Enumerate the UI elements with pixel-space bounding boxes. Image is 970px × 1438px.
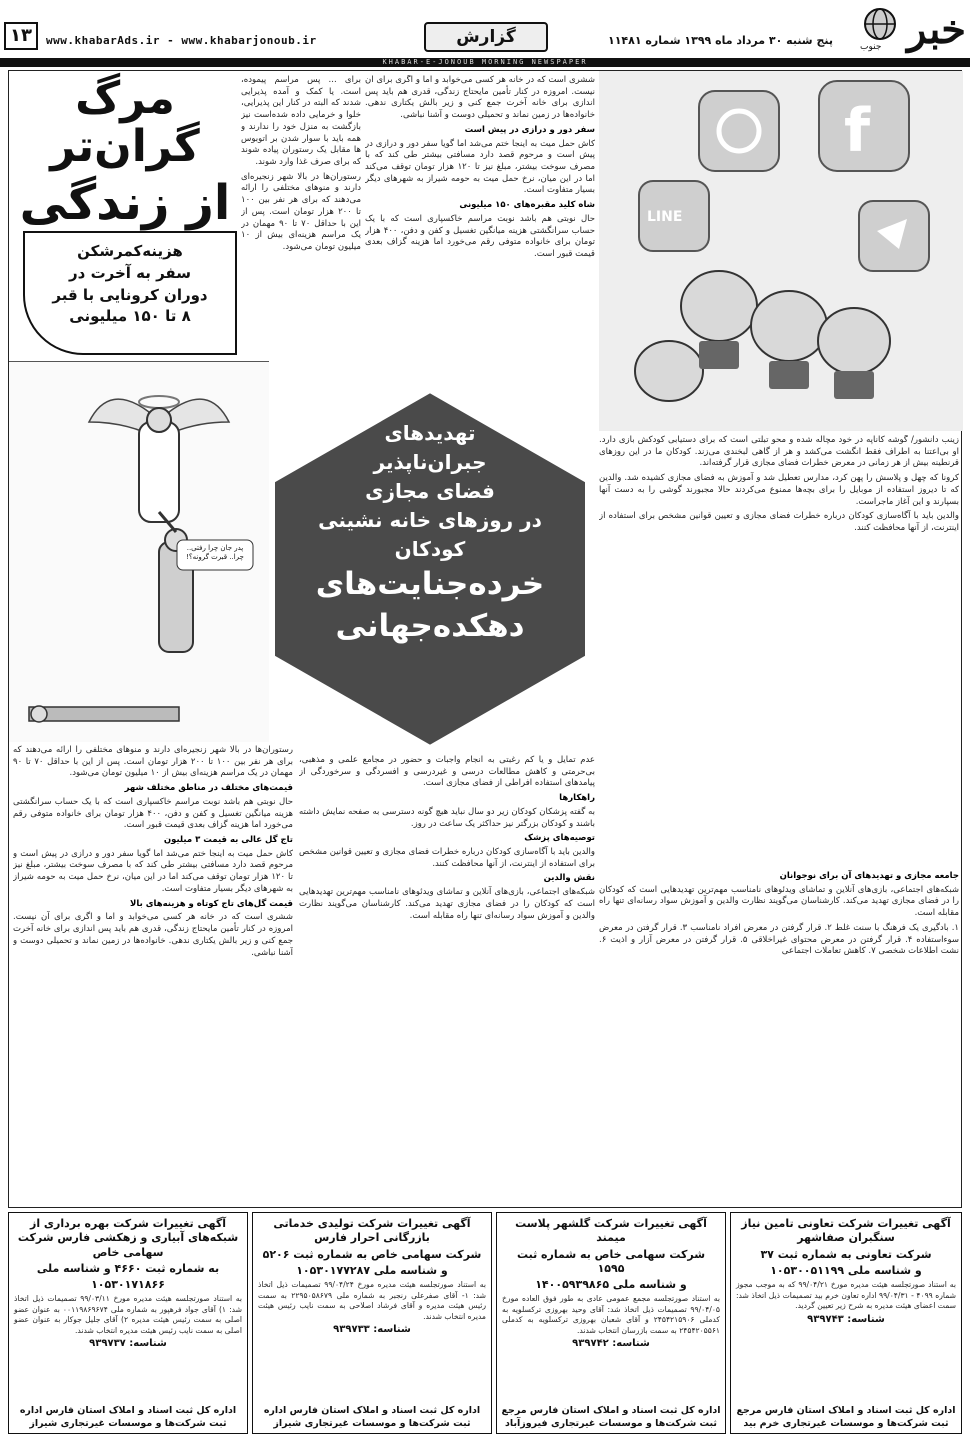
speech-bubble: پدر جان چرا رفتی.. چرا.. قبرت گرونه؟! — [186, 544, 244, 562]
hexagon-line: در روزهای خانه نشینی — [318, 508, 542, 532]
feature-hexagon — [271, 389, 589, 749]
ad-subtitle: به شماره ثبت ۴۶۶۰ و شناسه ملی — [36, 1261, 220, 1275]
ad-body: به استناد صورتجلسه هیئت مدیره مورخ ۹۹/۰۴/۲۱ که به موجب مجوز شماره ۴۰۹۹ - ۹۹/۰۴/۳۱ اداره تعاون خرم بید تصمیمات ذیل اتخاذ شد: سمت اعضای هیئت مدیره به شرح زیر تعیین گردید. — [736, 1280, 956, 1311]
hexagon-line: تهدیدهای — [384, 421, 476, 445]
page-header — [0, 0, 970, 66]
ad-footer: اداره کل ثبت اسناد و املاک استان فارس مرجع ثبت شرکت‌ها و موسسات غیرتجاری خرم بید — [736, 1405, 956, 1429]
funeral-cartoon — [9, 361, 269, 741]
ad-registration: و شناسه ملی ۱۰۵۳۰۰۵۱۱۹۹ — [770, 1263, 922, 1277]
headline-block — [9, 71, 239, 359]
hexagon-line: کودکان — [394, 537, 466, 561]
paragraph: کاش حمل میت به اینجا ختم می‌شد اما گویا سفر دور و درازی در پیش است و مرحوم قصد دارد مسافتی بیشتر طی کند که با مصرف سوخت بیشتر، مبلغ نیز تا ۱۲۰ هزار تومان توقف می‌کند اما در این میان، نرخ حمل میت به حومه شیراز به شهرهای دیگر بسیار متفاوت است. — [365, 138, 595, 196]
hexagon-big-line: دهکده‌جهانی — [335, 607, 525, 644]
ad-body: به استناد صورتجلسه هیئت مدیره مورخ ۹۹/۰۴/۲۴ تصمیمات ذیل اتخاذ شد: ۱- آقای صفرعلی رنجبر به شماره ملی ۲۲۹۵۰۵۸۶۷۹ به سمت رئیس هیئت مدیره و آقای فرشاد اصلاحی به سمت نایب رئیس هیئت مدیره انتخاب شدند. — [258, 1280, 486, 1321]
headline-sub-line: سفر به آخرت در — [69, 263, 191, 282]
facebook-icon: f — [844, 96, 871, 166]
paragraph: عدم تمایل و یا کم رغبتی به انجام واجبات و حضور در مجامع علمی و مذهبی، بی‌حرمتی و کاهش مطالعات درسی و غیردرسی و افسردگی و سرخوردگی از پیامدهای استفاده افراطی از فضای مجازی است. — [299, 755, 595, 789]
ads-row — [8, 1212, 962, 1434]
headline-title-2: از زندگی — [19, 175, 231, 231]
line-icon: LINE — [647, 209, 683, 225]
ad-box-4 — [8, 1212, 248, 1434]
subheading: قیمت گل‌های تاج کوتاه و هزینه‌های بالا — [130, 898, 293, 909]
paragraph: شبکه‌های اجتماعی، بازی‌های آنلاین و تماشای ویدئوهای نامناسب مهم‌ترین تهدیدهایی است که کودکان را در فضای مجازی تهدید می‌کند. کارشناسان می‌گویند نظارت والدین و آموزش سواد رسانه‌ای تنها راه مقابله است. — [599, 884, 959, 919]
ad-title: آگهی تغییرات شرکت گلشهر پلاست میمند — [515, 1217, 707, 1245]
subheading: تاج گل عالی به قیمت ۳ میلیون — [163, 835, 293, 846]
kids-cartoon — [599, 71, 963, 431]
subheading: قیمت‌های مختلف در مناطق مختلف شهر — [124, 783, 293, 794]
paragraph: ششری است که در خانه هر کسی می‌خوابد و اما و اگری برای آن نیست. امروزه در کنار تأمین مایحتاج زندگی، قدری هم باید پس اندازی برای خانه آخرت جمع کنی و زیر بالش یکتاری ندهی. خانواده‌ها در زمین نماند و تحمیلی دوست و آشنا نباشی. — [365, 75, 595, 121]
paragraph: برای ... پس مراسم پیموده، است. یا کمک و آمده پذیرایی شدند که البته در کنار این پذیرایی، خلوا و خرمایی داده شده‌است نیز بازگشت به منزل خود را ندارند و همه باید با سوار شدن بر اتوبوس ها مقابل یک رستوران پیاده شوند که برای صرف غذا وارد شوند. — [241, 75, 361, 168]
numbered-list: ۱. بادگیری یک فرهنگ با سنت غلط ۲. قرار گرفتن در معرض افراد نامناسب ۳. قرار گرفتن در معرض سوءاستفاده ۴. قرار گرفتن در معرض محتوای غیراخلاقی ۵. قرار گرفتن در معرض آزار و اذیت ۶. نشت اطلاعات شخصی ۷. کاهش تعاملات اجتماعی — [599, 922, 959, 957]
ad-subtitle: شرکت سهامی خاص به شماره ثبت ۱۵۹۵ — [516, 1247, 706, 1275]
paragraph: زینب دانشور/ گوشه کاناپه در خود مچاله شده و محو تبلتی است که برای دستیابی کودکش بازی دارد. او بی‌اعتنا به اطراف فقط انگشت می‌کشد و هر از گاهی لبخندی می‌زند. کودکان ما در این روزهای قرنطینه بیش از هر زمانی در معرض خطرات فضای مجازی قرار گرفته‌اند. — [599, 435, 959, 469]
ad-title: آگهی تغییرات شرکت تولیدی خدماتی بازرگانی احرار فارس — [273, 1217, 471, 1245]
logo-subtitle: جنوب — [860, 42, 882, 52]
ad-footer: اداره کل ثبت اسناد و املاک استان فارس اداره ثبت شرکت‌ها و موسسات غیرتجاری شیراز — [263, 1405, 481, 1429]
hexagon-title — [291, 419, 569, 648]
paragraph: کاش حمل میت به اینجا ختم می‌شد اما گویا سفر دور و درازی در پیش است و مرحوم قصد دارد مسافتی بیشتر طی کند که با مصرف سوخت بیشتر، مبلغ نیز تا ۱۲۰ هزار تومان توقف می‌کند اما در این میان، نرخ حمل میت به حومه شیراز به شهرهای دیگر بسیار متفاوت است. — [13, 848, 293, 894]
ad-title: آگهی تغییرات شرکت تعاونی تامین نیاز سنگبران صفاشهر — [741, 1217, 951, 1245]
logo-text: خبر — [907, 6, 966, 53]
ad-registration: ۱۰۵۳۰۱۷۱۸۶۶ — [91, 1278, 165, 1292]
headline-title-1: مرگ گران‌تر — [50, 73, 200, 173]
paragraph: ششری است که در خانه هر کسی می‌خوابد و اما و اگری برای آن نیست. امروزه در کنار تأمین مایحتاج زندگی، قدری هم باید پس اندازی برای خانه آخرت جمع کنی و زیر بالش یکتاری ندهی. خانواده‌ها در زمین نماند و تحمیلی دوست و آشنا نباشی. — [13, 912, 293, 958]
ad-footer: اداره کل ثبت اسناد و املاک استان فارس مرجع ثبت شرکت‌ها و موسسات غیرتجاری فیروزآباد — [501, 1405, 721, 1429]
ad-box-3 — [252, 1212, 492, 1434]
masthead-strip: KHABAR-E-JONOUB MORNING NEWSPAPER — [0, 58, 970, 67]
paragraph: شبکه‌های اجتماعی، بازی‌های آنلاین و تماشای ویدئوهای نامناسب مهم‌ترین تهدیدهایی است که کودکان را در فضای مجازی تهدید می‌کند. کارشناسان می‌گویند نظارت والدین و آموزش سواد رسانه‌ای تنها راه مقابله است. — [299, 887, 595, 921]
ad-box-2 — [496, 1212, 726, 1434]
subheading: جامعه مجازی و تهدیدهای آن برای نوجوانان — [779, 871, 959, 881]
death-article-col-a — [241, 75, 361, 357]
globe-icon — [860, 6, 900, 46]
death-article-col-c — [13, 745, 293, 1205]
headline-sub-line: ۸ تا ۱۵۰ میلیونی — [69, 307, 191, 326]
kids-article-col-a — [599, 435, 959, 865]
subheading: سفر دور و درازی در پیش است — [464, 124, 595, 135]
ad-subtitle: شرکت سهامی خاص به شماره ثبت ۵۲۰۶ — [262, 1247, 482, 1261]
subheading: راهکارها — [559, 793, 595, 804]
paragraph: والدین باید با آگاه‌سازی کودکان درباره خطرات فضای مجازی و تعیین قوانین مشخص برای استفاده از اینترنت، از آنها محافظت کنند. — [299, 847, 595, 869]
ad-issue: شناسه: ۹۳۹۷۴۳ — [807, 1313, 885, 1325]
headline-sub-line: دوران کرونایی با قبر — [52, 285, 208, 304]
section-label: گزارش — [424, 22, 548, 52]
ad-registration: و شناسه ملی ۱۰۵۳۰۱۷۷۲۸۷ — [296, 1263, 448, 1277]
ad-title: آگهی تغییرات شرکت بهره برداری از شبکه‌های آبیاری و زهکشی فارس شرکت سهامی خاص — [17, 1217, 239, 1259]
newspaper-logo — [860, 6, 966, 56]
kids-article-col-c — [599, 869, 959, 1205]
ad-registration: و شناسه ملی ۱۴۰۰۵۹۳۹۸۶۵ — [535, 1278, 687, 1292]
death-article-col-b — [365, 75, 595, 385]
paragraph: حال نوبتی هم باشد نوبت مراسم خاکسپاری است که با یک حساب سرانگشتی هزینه میانگین تغسیل و کفن و دفن، ۴۰۰ هزار تومان برای خانواده متوفی رقم می‌خورد اما هزینه گزاف بعدی قیمت قبور است. — [13, 796, 293, 831]
hexagon-line: فضای مجازی — [365, 479, 495, 503]
hexagon-line: جبران‌ناپذیر — [373, 450, 487, 474]
paragraph: حال نوبتی هم باشد نوبت مراسم خاکسپاری است که با یک حساب سرانگشتی هزینه میانگین تغسیل و کفن و دفن، ۴۰۰ هزار تومان برای خانواده متوفی رقم می‌خورد اما هزینه گزاف بعدی قیمت قبور است. — [365, 213, 595, 260]
paragraph: رستوران‌ها در بالا شهر زنجیره‌ای دارند و منوهای مختلفی را ارائه می‌دهند که برای هر نفر بین ۱۰۰ تا ۲۰۰ هزار تومان است. پس از این با حداقل ۷۰ تا ۹۰ مهمان در یک مراسم هزینه‌ای بیش از ۱۰ میلیون تومان می‌شود. — [241, 171, 361, 253]
ad-issue: شناسه: ۹۳۹۷۴۲ — [572, 1338, 650, 1350]
ad-issue: شناسه: ۹۳۹۷۳۳ — [333, 1324, 411, 1336]
paragraph: کرونا که چهل و پلاسش را پهن کرد، مدارس تعطیل شد و آموزش به فضای مجازی کشیده شد. والدین که تا دیروز استفاده از موبایل را برای بچه‌ها ممنوع می‌کردند حالا مجبورند گوشی را به دست آنها بسپارند و این آغاز ماجراست. — [599, 473, 959, 507]
kids-tablets-illustration — [599, 71, 963, 431]
kids-article-col-b — [299, 755, 595, 1205]
subheading: نقش والدین — [543, 873, 595, 884]
ad-issue: شناسه: ۹۳۹۷۳۷ — [89, 1338, 167, 1350]
headline-subtitle — [23, 231, 237, 355]
hexagon-big-line: خرده‌جنایت‌های — [315, 566, 545, 602]
ad-body: به استناد صورتجلسه مجمع عمومی عادی به طور فوق العاده مورخ ۹۹/۰۴/۰۵ تصمیمات ذیل اتخاذ شد: آقای وحید بهروزی ترکسلویه به کدملی ۲۴۵۴۲۱۵۹۰۶ و آقای شعبان بهروزی ترکسلویه به کدملی ۲۴۵۴۲۰۵۵۶۱ به سمت بازرسان انتخاب شدند. — [502, 1294, 720, 1335]
main-content — [8, 70, 962, 1208]
subheading: شاه کلید مقبره‌های ۱۵۰ میلیونی — [459, 200, 595, 211]
headline-sub-line: هزینه‌کمرشکن — [77, 242, 183, 260]
ad-body: به استناد صورتجلسه هیئت مدیره مورخ ۹۹/۰۳/۱۱ تصمیمات ذیل اتخاذ شد: ۱) آقای جواد فرهپور به شماره ملی ۰۰۱۱۹۸۶۹۶۷۴ به عنوان عضو اصلی به سمت رئیس هیئت مدیره ۲) آقای جلیل جوکار به عنوان عضو اصلی به سمت نایب رئیس هیئت مدیره انتخاب شدند. — [14, 1294, 243, 1335]
ad-subtitle: شرکت تعاونی به شماره ثبت ۳۷ — [760, 1247, 932, 1261]
website-url[interactable]: www.khabarAds.ir - www.khabarjonoub.ir — [46, 34, 317, 47]
subheading: توصیه‌های پزشک — [524, 833, 595, 844]
ad-footer: اداره کل ثبت اسناد و املاک استان فارس اداره ثبت شرکت‌ها و موسسات غیرتجاری شیراز — [19, 1405, 237, 1429]
ad-box-1 — [730, 1212, 962, 1434]
paragraph: رستوران‌ها در بالا شهر زنجیره‌ای دارند و منوهای مختلفی را ارائه می‌دهند که برای هر نفر بین ۱۰۰ تا ۲۰۰ هزار تومان است. پس از این با حداقل ۷۰ تا ۹۰ مهمان در یک مراسم هزینه‌ای بیش از ۱۰ میلیون تومان می‌شود. — [13, 745, 293, 779]
paragraph: به گفته پزشکان کودکان زیر دو سال نباید هیچ گونه دسترسی به صفحه نمایش داشته باشند و کودکان بزرگتر نیز حداکثر یک ساعت در روز. — [299, 806, 595, 829]
paragraph: والدین باید با آگاه‌سازی کودکان درباره خطرات فضای مجازی و تعیین قوانین مشخص برای استفاده از اینترنت، از آنها محافظت کنند. — [599, 511, 959, 534]
page-number: ۱۳ — [4, 22, 38, 50]
dateline: پنج شنبه ۳۰ مرداد ماه ۱۳۹۹ شماره ۱۱۴۸۱ — [608, 34, 834, 47]
